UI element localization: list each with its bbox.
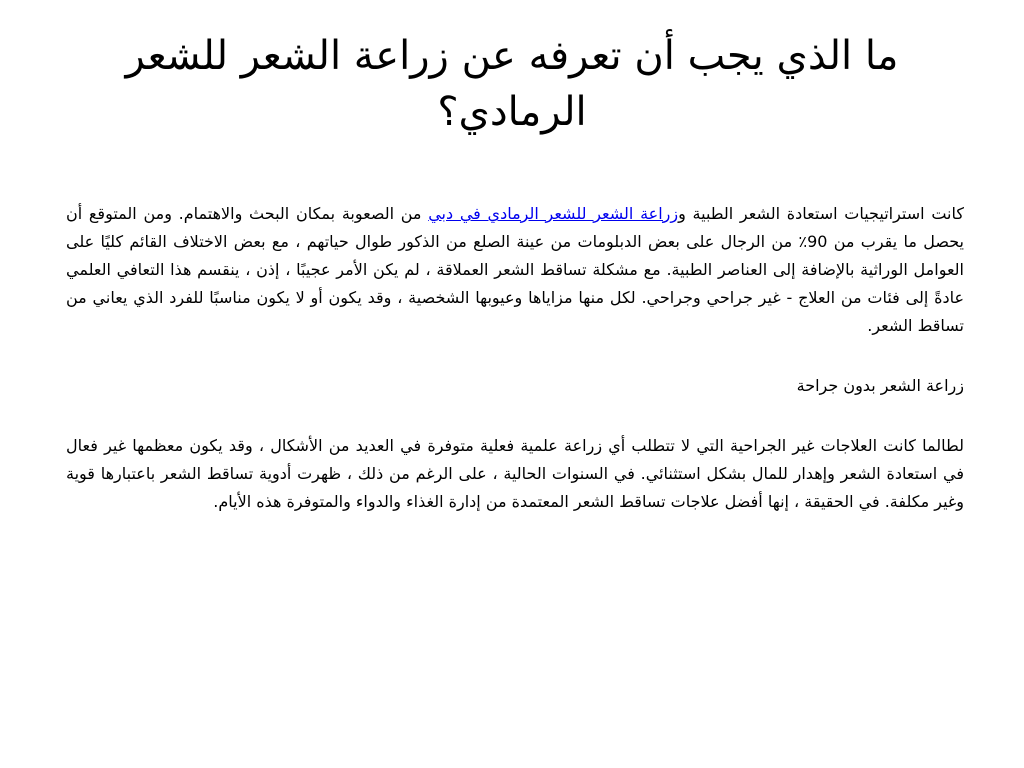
page-title: ما الذي يجب أن تعرفه عن زراعة الشعر للشعر الرمادي؟ bbox=[125, 33, 899, 135]
gray-hair-transplant-dubai-link[interactable]: زراعة الشعر للشعر الرمادي في دبي bbox=[428, 204, 679, 223]
paragraph-intro bbox=[66, 200, 964, 340]
section-subheading: زراعة الشعر بدون جراحة bbox=[796, 376, 964, 395]
paragraph-intro-rest: من الصعوبة بمكان البحث والاهتمام. ومن المتوقع أن يحصل ما يقرب من 90٪ من الرجال على بعض الدبلومات من عينة الصلع من الذكور طوال حياتهم ، مع بعض الاختلاف القائم كليًا على العوامل الوراثية بالإضافة إلى العناصر الطبية. مع مشكلة تساقط الشعر العملاقة ، لم يكن الأمر عجيبًا ، إذن ، ينقسم هذا التعافي العلمي عادةً إلى فئات من العلاج - غير جراحي وجراحي. لكل منها مزاياها وعيوبها الشخصية ، وقد يكون أو لا يكون مناسبًا للفرد الذي يعاني من تساقط الشعر. bbox=[66, 204, 965, 335]
body-content bbox=[66, 200, 964, 548]
paragraph-intro-start: كانت استراتيجيات استعادة الشعر الطبية و bbox=[678, 204, 964, 223]
paragraph-non-surgical: لطالما كانت العلاجات غير الجراحية التي لا تتطلب أي زراعة علمية فعلية متوفرة في العديد من الأشكال ، وقد يكون معظمها غير فعال في استعادة الشعر وإهدار للمال بشكل استثنائي. في السنوات الحالية ، على الرغم من ذلك ، ظهرت أدوية تساقط الشعر باعتبارها قوية وغير مكلفة. في الحقيقة ، إنها أفضل علاجات تساقط الشعر المعتمدة من إدارة الغذاء والدواء والمتوفرة هذه الأيام. bbox=[66, 436, 964, 511]
